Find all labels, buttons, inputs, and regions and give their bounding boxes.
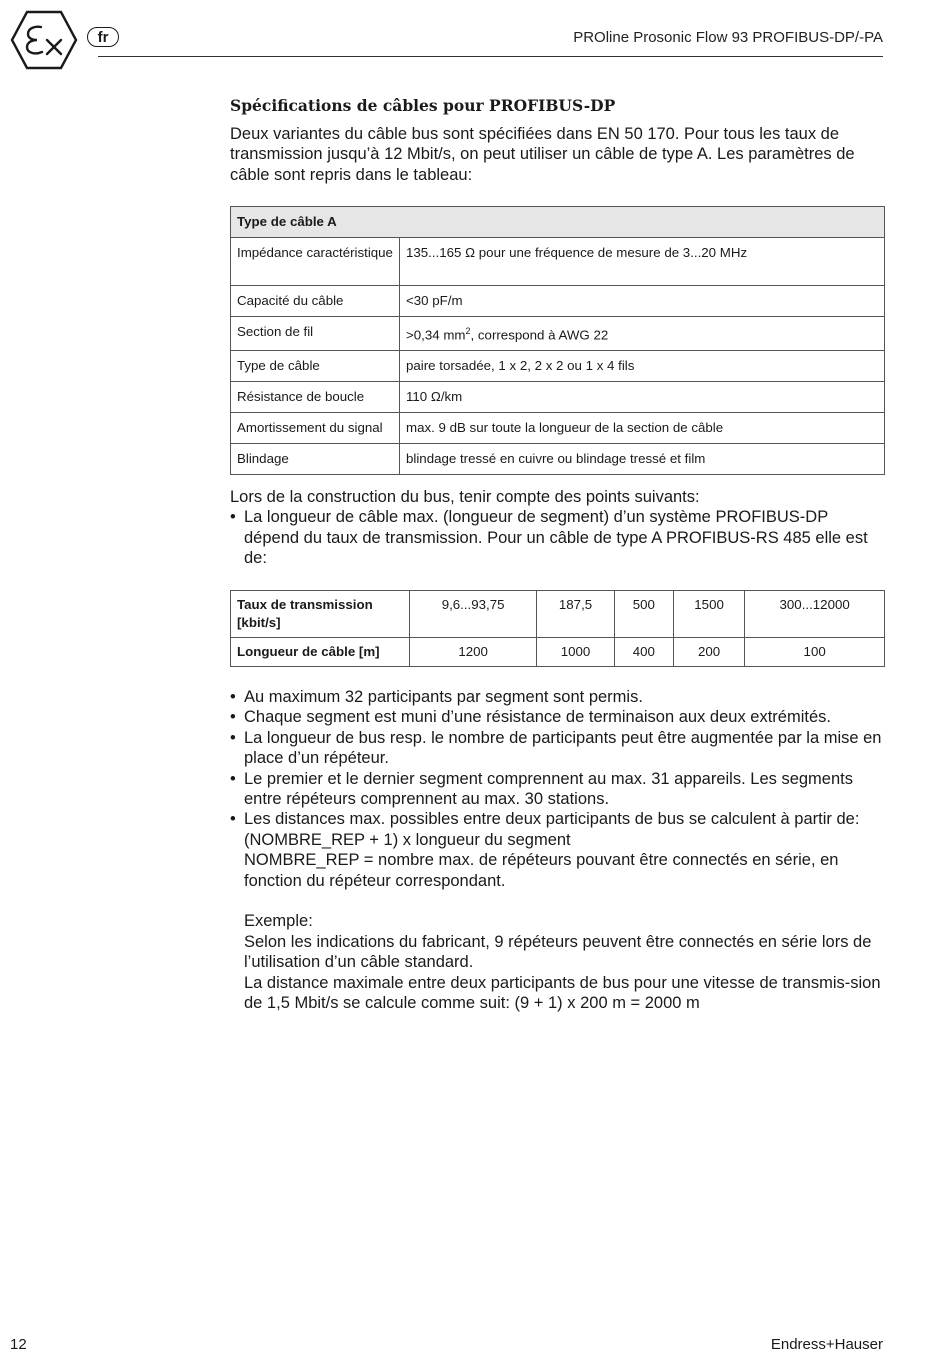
cable-spec-table [230, 206, 885, 475]
example-text: La distance maximale entre deux participants de bus pour une vitesse de transmis-sion de 1,5 Mbit/s se calcule comme suit: (9 + 1) x 200 m = 2000 m [244, 973, 881, 1013]
table-row [231, 591, 885, 638]
value-part: , correspond à AWG 22 [470, 327, 609, 343]
table-row [231, 286, 885, 317]
table-row [231, 351, 885, 382]
intro-block [230, 124, 885, 185]
document-title: PROline Prosonic Flow 93 PROFIBUS-DP/-PA [573, 29, 883, 46]
list-item: • La longueur de câble max. (longueur de segment) d’un système PROFIBUS-DP dépend du taux de transmission. Pour un câble de type A PROFIBUS-RS 485 elle est de: [230, 507, 885, 568]
rules-block [230, 687, 885, 1013]
length-cell: 400 [614, 638, 673, 667]
rate-cell: 300...12000 [745, 591, 885, 638]
table-row [231, 638, 885, 667]
brand-name: Endress+Hauser [770, 1336, 883, 1353]
section-heading-block [230, 96, 885, 115]
rate-cell: 1500 [673, 591, 744, 638]
rules-list [230, 687, 885, 1013]
value-superscript: 2 [465, 326, 471, 336]
rate-table-wrapper [230, 590, 885, 667]
transmission-rate-table [230, 590, 885, 667]
value-part: >0,34 mm [406, 327, 466, 343]
table-cell-value: paire torsadée, 1 x 2, 2 x 2 ou 1 x 4 fils [400, 351, 885, 382]
table-row [231, 382, 885, 413]
example-label: Exemple: [244, 912, 313, 931]
length-cell: 1200 [410, 638, 537, 667]
page-number: 12 [10, 1336, 27, 1353]
rate-cell: 187,5 [537, 591, 615, 638]
example-text: Selon les indications du fabricant, 9 répéteurs peuvent être connectés en série lors de l’utilisation d’un câble standard. [244, 932, 872, 972]
list-item: • Au maximum 32 participants par segment sont permis. [230, 687, 885, 707]
construction-list [230, 507, 885, 568]
table-cell-value: 135...165 Ω pour une fréquence de mesure de 3...20 MHz [400, 238, 885, 286]
table-cell-value: max. 9 dB sur toute la longueur de la section de câble [400, 413, 885, 444]
distance-line: • Les distances max. possibles entre deux participants de bus se calculent à partir de: [244, 810, 860, 829]
spacer [244, 891, 885, 911]
table-cell-label: Capacité du câble [231, 286, 400, 317]
table-cell-label: Amortissement du signal [231, 413, 400, 444]
table-cell-value [400, 317, 885, 351]
list-item [230, 809, 885, 1013]
ex-explosion-proof-icon [10, 10, 78, 70]
section-heading: Spécifications de câbles pour PROFIBUS-DP [230, 96, 616, 115]
length-row-label: Longueur de câble [m] [231, 638, 410, 667]
cable-table-header-row [231, 207, 885, 238]
table-row [231, 413, 885, 444]
table-cell-value: <30 pF/m [400, 286, 885, 317]
table-cell-label: Résistance de boucle [231, 382, 400, 413]
list-item: • Chaque segment est muni d’une résistance de terminaison aux deux extrémités. [230, 707, 885, 727]
distance-definition: NOMBRE_REP = nombre max. de répéteurs pouvant être connectés en série, en fonction du répéteur correspondant. [244, 851, 839, 890]
construction-lead: Lors de la construction du bus, tenir compte des points suivants: [230, 488, 700, 506]
length-cell: 200 [673, 638, 744, 667]
table-row [231, 317, 885, 351]
rate-cell: 500 [614, 591, 673, 638]
table-cell-label: Section de fil [231, 317, 400, 351]
table-cell-label: Impédance caractéristique [231, 238, 400, 286]
table-cell-label: Type de câble [231, 351, 400, 382]
table-cell-value: blindage tressé en cuivre ou blindage tressé et film [400, 444, 885, 475]
table-cell-value: 110 Ω/km [400, 382, 885, 413]
rate-row-label: Taux de transmission [kbit/s] [231, 591, 410, 638]
table-row [231, 444, 885, 475]
intro-paragraph: Deux variantes du câble bus sont spécifiées dans EN 50 170. Pour tous les taux de transmission jusqu’à 12 Mbit/s, on peut utiliser un câble de type A. Les paramètres de câble sont repris dans le tableau: [230, 125, 855, 184]
distance-formula: (NOMBRE_REP + 1) x longueur du segment [244, 830, 571, 849]
length-cell: 1000 [537, 638, 615, 667]
list-item: • La longueur de bus resp. le nombre de participants peut être augmentée par la mise en place d’un répéteur. [230, 728, 885, 769]
list-item: • Le premier et le dernier segment comprennent au max. 31 appareils. Les segments entre répéteurs comprennent au max. 30 stations. [230, 769, 885, 810]
header-divider [98, 56, 883, 57]
cable-spec-table-wrapper [230, 206, 885, 475]
language-badge: fr [87, 27, 119, 47]
construction-block [230, 487, 885, 569]
length-cell: 100 [745, 638, 885, 667]
rate-cell: 9,6...93,75 [410, 591, 537, 638]
table-cell-label: Blindage [231, 444, 400, 475]
cable-table-header: Type de câble A [231, 207, 885, 238]
table-row [231, 238, 885, 286]
